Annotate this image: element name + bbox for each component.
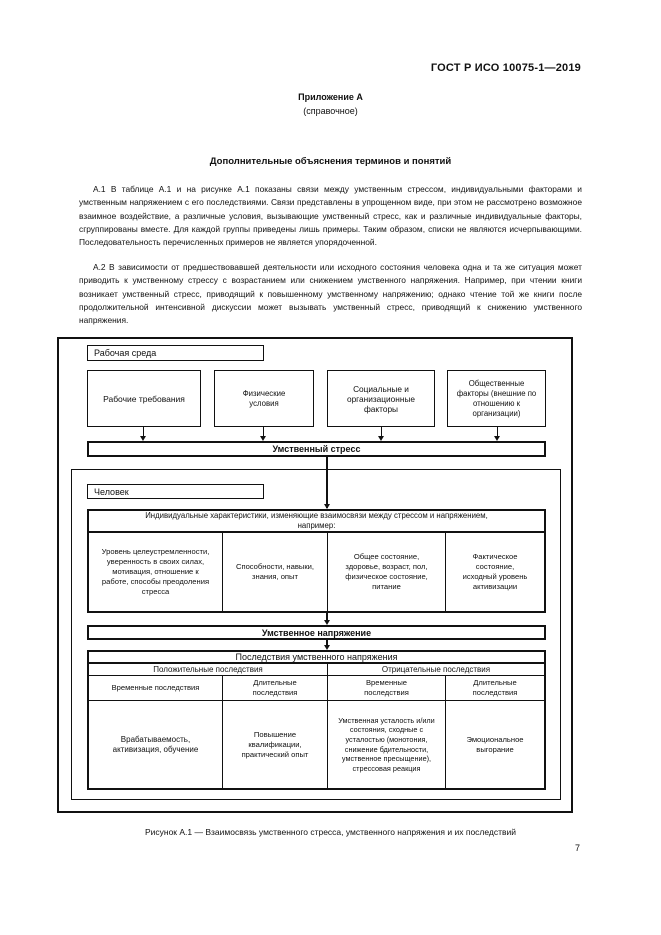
consequence-item: Повышение квалификации, практический опыт [222, 700, 328, 790]
individual-item: Общее состояние, здоровье, возраст, пол, физическое состояние, питание [327, 532, 446, 613]
consequence-item: Умственная усталость и/или состояния, сходные с усталостью (монотония, снижение бдительности, умственное пресыщение), стрессовая реакция [327, 700, 446, 790]
consequence-type-header: Временные последствия [87, 675, 223, 701]
person-label: Человек [87, 484, 264, 499]
positive-consequences-header: Положительные последствия [87, 663, 328, 676]
consequence-item: Врабатываемость, активизация, обучение [87, 700, 223, 790]
mental-stress-box: Умственный стресс [87, 441, 546, 457]
figure-caption: Рисунок А.1 — Взаимосвязь умственного стресса, умственного напряжения и их последствий [144, 827, 517, 837]
individual-characteristics-header: Индивидуальные характеристики, изменяющие взаимосвязи между стрессом и напряжением, например: [87, 509, 546, 533]
consequence-item: Эмоциональное выгорание [445, 700, 546, 790]
consequence-type-header: Длительные последствия [222, 675, 328, 701]
document-code: ГОСТ Р ИСО 10075-1—2019 [430, 62, 581, 74]
env-factor-social-org: Социальные и организационные факторы [327, 370, 435, 427]
page-number: 7 [574, 843, 580, 853]
paragraph-a1: А.1 В таблице А.1 и на рисунке А.1 показаны связи между умственным стрессом, индивидуальными факторами и умственным напряжением с его последствиями. Связи представлены в упрощенном виде, при этом не рассмотрено возможное взаимное воздействие, а различные условия, вызывающие умственный стресс, как и различные индивидуальные факторы, сгруппированы вместе. Для каждой группы приведены лишь примеры. Таким образом, списки не являются исчерпывающими. Последовательность перечисленных примеров не является упорядоченной. [79, 184, 582, 248]
work-environment-label: Рабочая среда [87, 345, 264, 361]
consequence-type-header: Длительные последствия [445, 675, 546, 701]
consequences-title: Последствия умственного напряжения [87, 650, 546, 664]
env-factor-societal: Общественные факторы (внешние по отношению к организации) [447, 370, 546, 427]
mental-strain-box: Умственное напряжение [87, 625, 546, 640]
consequence-type-header: Временные последствия [327, 675, 446, 701]
paragraph-a2: А.2 В зависимости от предшествовавшей деятельности или исходного состояния человека одна и та же ситуация может приводить к умственному стрессу с возрастанием или снижением умственного напряжения. Например, при чтении книги возникает умственный стресс, приводящий к повышенному умственному напряжению; однако чтение той же книги после продолжительной интенсивной дискуссии может вызывать умственный стресс, приводящий к снижению умственного напряжения. [79, 262, 582, 326]
annex-subtitle: (справочное) [303, 106, 358, 116]
individual-item: Способности, навыки, знания, опыт [222, 532, 328, 613]
individual-item: Фактическое состояние, исходный уровень активизации [445, 532, 546, 613]
negative-consequences-header: Отрицательные последствия [327, 663, 546, 676]
section-title: Дополнительные объяснения терминов и понятий [209, 156, 452, 167]
individual-item: Уровень целеустремленности, уверенность в своих силах, мотивация, отношение к работе, способы преодоления стресса [87, 532, 223, 613]
annex-title: Приложение А [298, 92, 363, 102]
env-factor-work-demands: Рабочие требования [87, 370, 201, 427]
env-factor-physical: Физические условия [214, 370, 314, 427]
